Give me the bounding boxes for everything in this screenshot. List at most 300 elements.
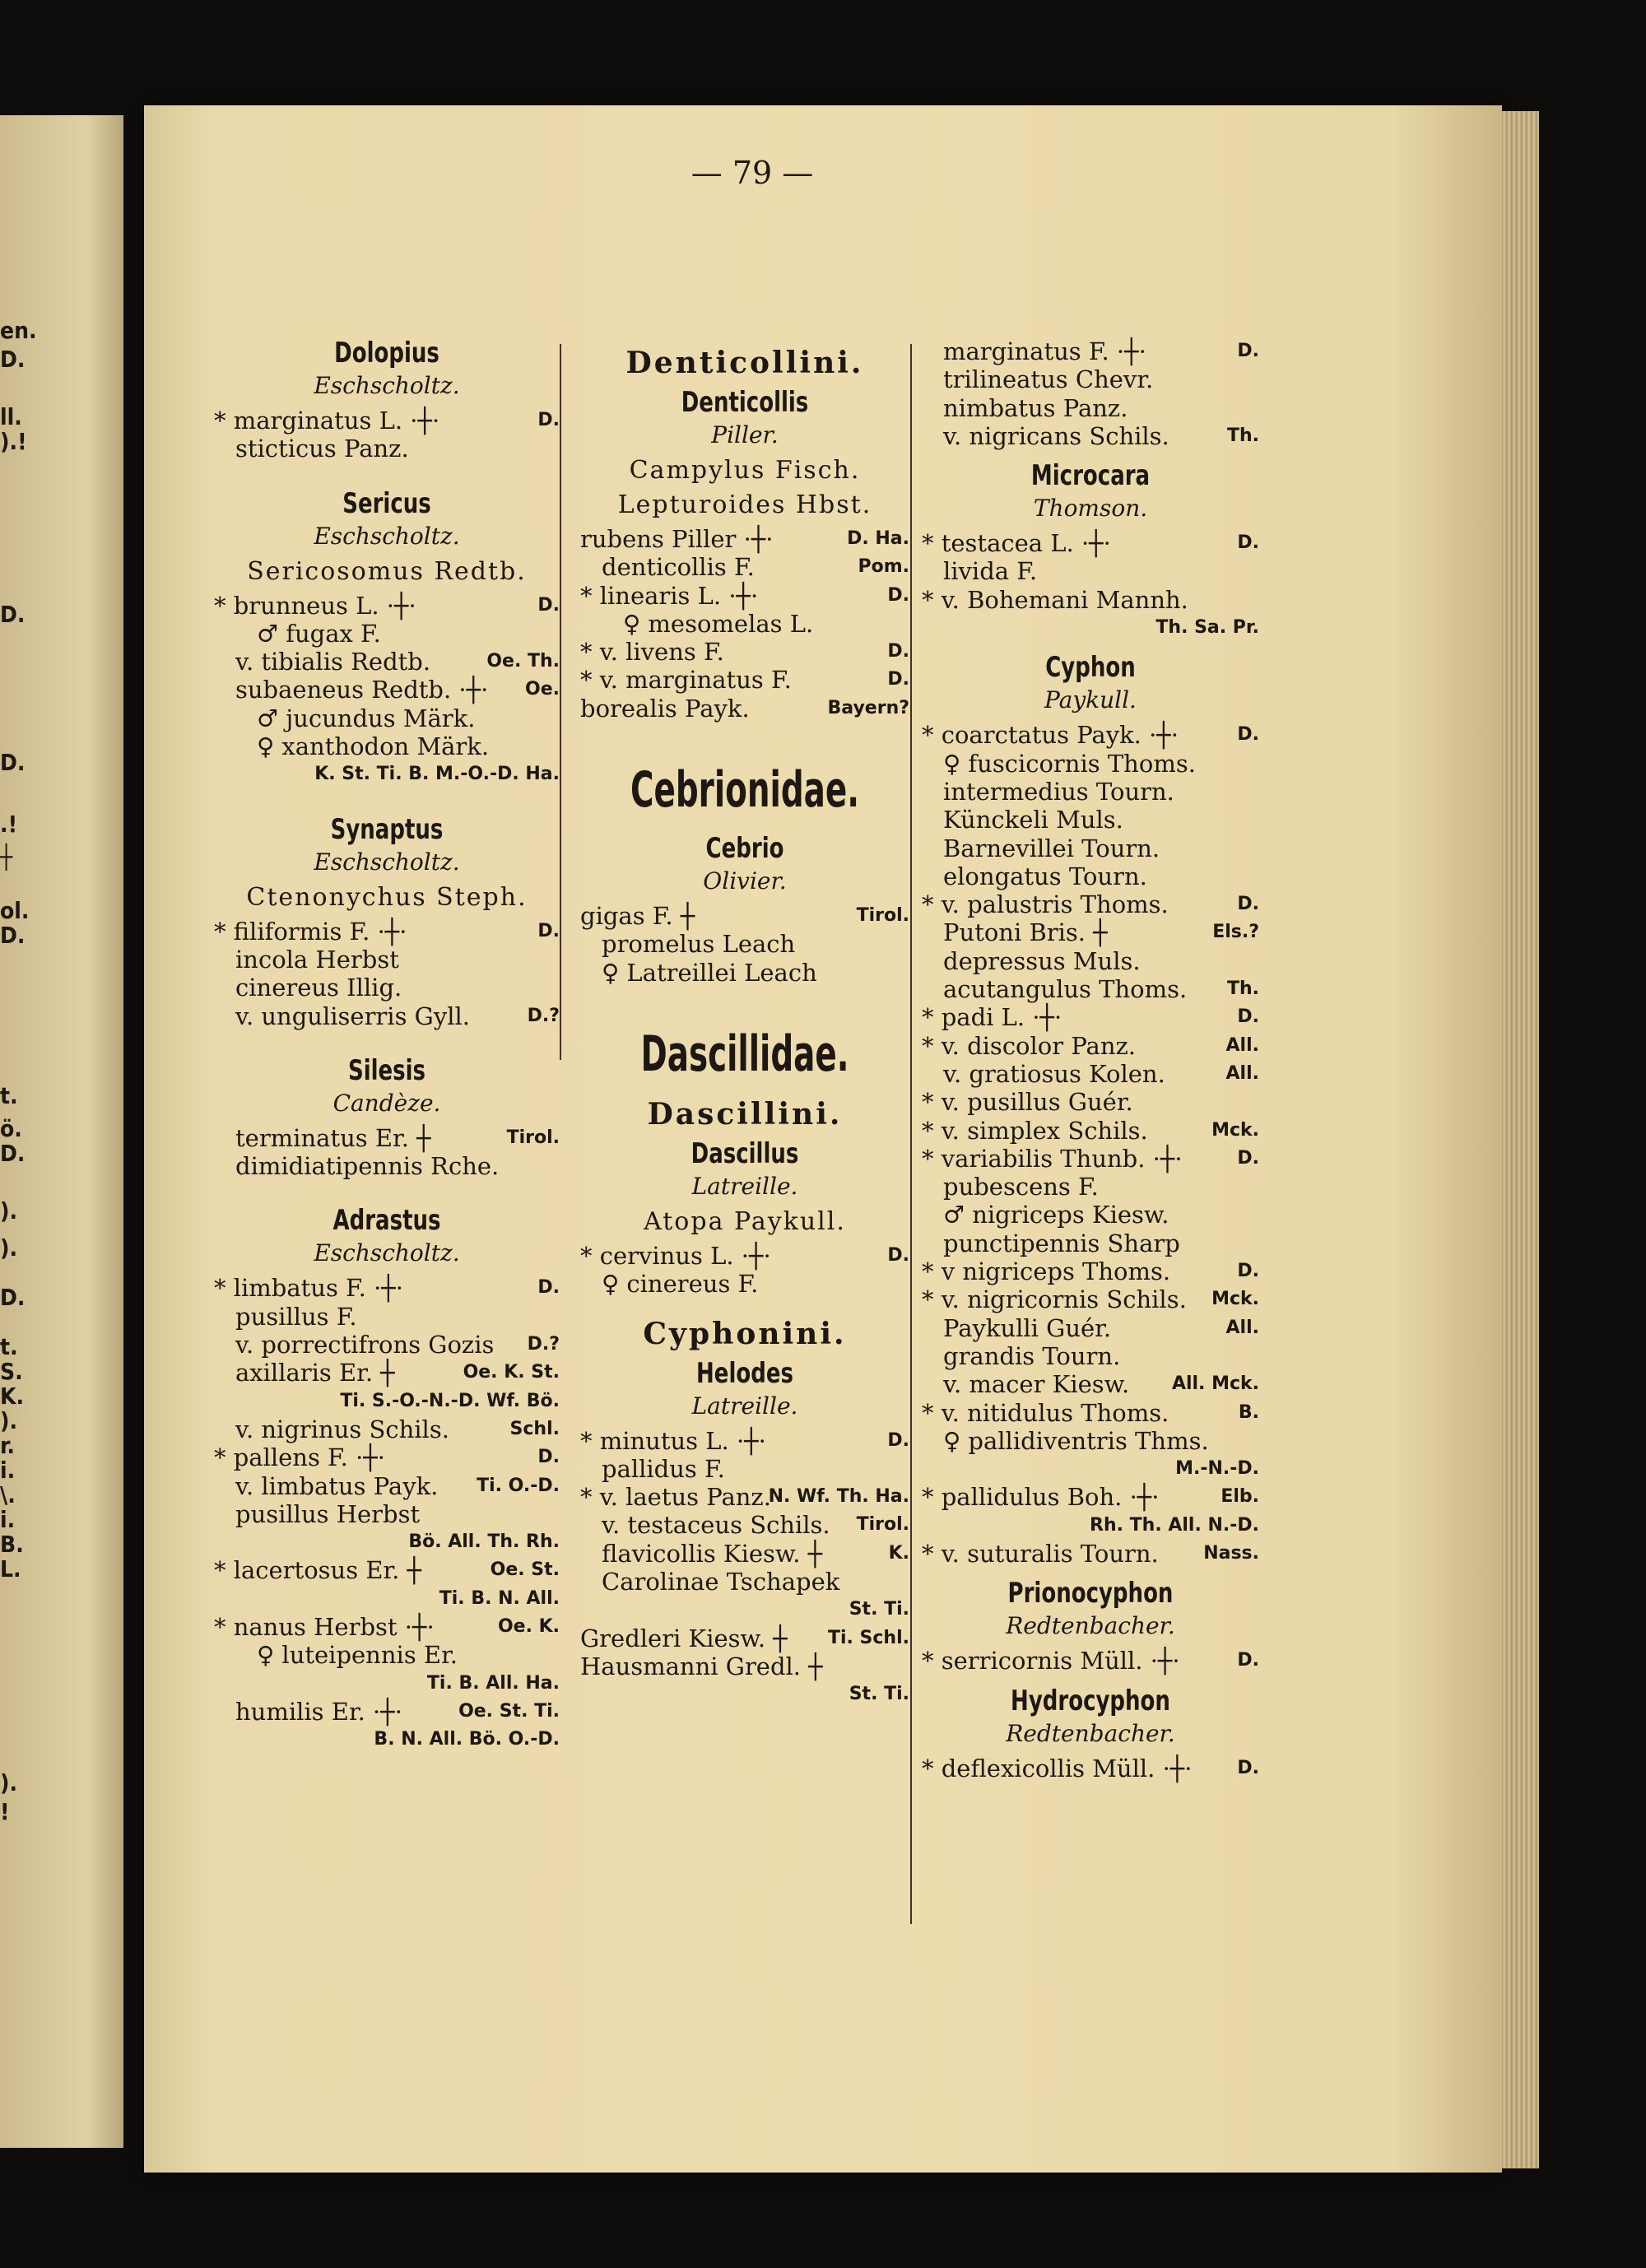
spacer — [214, 1030, 560, 1055]
margin-fragment: D. — [0, 922, 26, 949]
family-heading: Cebrionidae. — [630, 761, 860, 820]
species-entry — [922, 1399, 1259, 1427]
species-name: * v. pusillus Guér. — [922, 1088, 1133, 1117]
author-name: Latreille. — [691, 1392, 798, 1420]
species-name: Barnevillei Tourn. — [943, 834, 1160, 862]
species-name: * nanus Herbst ·┼· — [214, 1613, 435, 1642]
species-name: v. tibialis Redtb. — [235, 648, 431, 676]
author-name: Redtenbacher. — [1006, 1719, 1175, 1747]
species-name: intermedius Tourn. — [943, 777, 1174, 806]
species-entry — [214, 1500, 560, 1528]
species-entry — [214, 1303, 560, 1331]
species-entry — [922, 1540, 1259, 1568]
distribution: Th. — [1226, 978, 1259, 1000]
distribution: D. — [1237, 1006, 1259, 1028]
species-name: * marginatus L. ·┼· — [214, 407, 440, 435]
species-entry — [214, 1670, 560, 1698]
species-name — [214, 1585, 221, 1613]
species-entry — [922, 1060, 1259, 1088]
species-name: acutangulus Thoms. — [943, 975, 1188, 1004]
distribution: D. — [537, 1447, 560, 1468]
page-stack-edge — [1502, 111, 1539, 2168]
distribution: Els.? — [1212, 922, 1259, 943]
spacer — [214, 463, 560, 488]
species-name: * v. livens F. — [580, 638, 724, 667]
spacer — [214, 789, 560, 814]
species-name: Putoni Bris. ┼ — [943, 918, 1108, 947]
species-entry — [214, 760, 560, 788]
species-name: elongatus Tourn. — [943, 862, 1147, 890]
margin-fragment: ll. — [0, 403, 22, 430]
species-entry — [580, 610, 909, 638]
species-name: * deflexicollis Müll. ·┼· — [922, 1754, 1193, 1782]
species-name: * v. marginatus F. — [580, 666, 792, 695]
genus-heading: Microcara — [1030, 459, 1151, 493]
species-entry — [214, 1124, 560, 1152]
species-entry — [922, 1088, 1259, 1116]
distribution: Oe. K. St. — [463, 1362, 560, 1383]
distribution: B. N. All. Bö. O.-D. — [374, 1729, 560, 1750]
margin-fragment: S. — [0, 1358, 23, 1385]
spacer — [580, 987, 909, 1011]
author-name: Eschscholtz. — [314, 1239, 460, 1267]
column-rule-2 — [910, 344, 912, 1924]
margin-fragment: .! — [0, 811, 18, 838]
distribution: N. Wf. Th. Ha. — [768, 1486, 909, 1508]
distribution: D. — [1237, 894, 1259, 915]
distribution: Oe. Th. — [486, 651, 560, 672]
species-entry — [214, 946, 560, 974]
species-entry — [580, 1483, 909, 1511]
species-name — [580, 1680, 588, 1708]
species-entry — [922, 529, 1259, 557]
species-name: ♂ nigriceps Kiesw. — [943, 1201, 1169, 1229]
species-entry — [214, 676, 560, 704]
species-name: * v. suturalis Tourn. — [922, 1539, 1159, 1568]
margin-fragment: ol. — [0, 897, 30, 924]
subgenus-synonym: Lepturoides Hbst. — [617, 490, 872, 519]
species-name: Gredleri Kiesw. ┼ — [580, 1624, 788, 1652]
species-entry — [214, 1641, 560, 1669]
species-entry — [922, 918, 1259, 946]
margin-fragment: ). — [0, 1197, 18, 1225]
genus-heading: Cyphon — [1045, 651, 1136, 685]
species-entry — [922, 975, 1259, 1003]
distribution: Rh. Th. All. N.-D. — [1090, 1514, 1259, 1536]
species-entry — [580, 959, 909, 987]
species-entry — [580, 1596, 909, 1624]
species-name: * v. laetus Panz. — [580, 1483, 771, 1512]
species-name: incola Herbst — [235, 945, 399, 974]
species-name: punctipennis Sharp — [943, 1229, 1180, 1257]
species-entry — [922, 1173, 1259, 1201]
species-entry — [922, 806, 1259, 834]
species-entry — [922, 1032, 1259, 1060]
species-name: ♀ pallidiventris Thms. — [943, 1426, 1209, 1455]
species-name: * v. palustris Thoms. — [922, 890, 1169, 919]
species-name — [214, 760, 221, 788]
species-name: rubens Piller ·┼· — [580, 525, 774, 553]
author-name: Latreille. — [691, 1172, 798, 1200]
species-name: * linearis L. ·┼· — [580, 581, 759, 610]
author-name: Piller. — [711, 421, 779, 448]
species-name: ♀ xanthodon Märk. — [257, 732, 490, 761]
distribution: D. Ha. — [847, 528, 909, 549]
distribution: D. — [887, 1429, 909, 1451]
species-name — [214, 1670, 221, 1698]
species-entry — [214, 1359, 560, 1387]
distribution: D. — [537, 594, 560, 616]
distribution: Ti. B. All. Ha. — [426, 1672, 560, 1694]
species-entry — [214, 1472, 560, 1500]
species-entry — [922, 1285, 1259, 1313]
species-entry — [580, 1624, 909, 1652]
species-name: v. testaceus Schils. — [602, 1511, 830, 1540]
species-entry — [580, 1540, 909, 1568]
distribution: D. — [537, 410, 560, 430]
species-name — [922, 614, 929, 642]
species-name: * cervinus L. ·┼· — [580, 1241, 771, 1270]
spacer — [580, 723, 909, 747]
species-entry — [214, 732, 560, 760]
species-entry — [214, 1528, 560, 1556]
species-entry — [922, 365, 1259, 393]
margin-fragment: r. — [0, 1432, 16, 1459]
species-entry — [922, 1201, 1259, 1229]
distribution: St. Ti. — [849, 1684, 909, 1705]
margin-fragment: D. — [0, 601, 26, 628]
species-name: flavicollis Kiesw. ┼ — [602, 1539, 823, 1568]
margin-fragment: K. — [0, 1383, 25, 1410]
distribution: Ti. Schl. — [827, 1627, 909, 1648]
distribution: D. — [887, 641, 909, 662]
column-3 — [922, 337, 1259, 1782]
distribution: Oe. — [525, 679, 560, 700]
distribution: Oe. K. — [497, 1616, 560, 1638]
species-name: v. macer Kiesw. — [943, 1370, 1130, 1399]
species-entry — [922, 586, 1259, 614]
species-name: marginatus F. ·┼· — [943, 337, 1146, 365]
species-entry — [580, 1242, 909, 1270]
species-name: humilis Er. ·┼· — [235, 1697, 402, 1726]
species-name: ♀ fuscicornis Thoms. — [943, 749, 1196, 778]
distribution: Nass. — [1203, 1542, 1259, 1564]
species-name: pusillus F. — [235, 1302, 357, 1331]
margin-fragment: i. — [0, 1457, 16, 1484]
species-entry — [922, 422, 1259, 450]
species-entry — [922, 834, 1259, 862]
distribution: Mck. — [1211, 1119, 1259, 1141]
distribution: All. — [1225, 1062, 1259, 1084]
page-number: — 79 — — [690, 155, 814, 191]
species-entry — [214, 1387, 560, 1415]
distribution: K. — [888, 1542, 909, 1564]
species-name: depressus Muls. — [943, 946, 1141, 975]
species-entry — [922, 1314, 1259, 1342]
column-rule-1 — [560, 344, 561, 1060]
species-name: v. porrectifrons Gozis — [235, 1331, 495, 1359]
species-entry — [922, 721, 1259, 749]
distribution: B. — [1238, 1401, 1259, 1423]
species-entry — [214, 1331, 560, 1359]
species-entry — [922, 1342, 1259, 1370]
species-entry — [214, 435, 560, 462]
species-entry — [214, 1726, 560, 1754]
author-name: Eschscholtz. — [314, 848, 460, 876]
subgenus-synonym: Atopa Paykull. — [644, 1206, 846, 1236]
species-entry — [922, 1229, 1259, 1257]
species-name: ♂ jucundus Märk. — [257, 704, 476, 732]
margin-fragment: ). — [0, 1234, 18, 1262]
species-name: borealis Payk. — [580, 694, 750, 723]
distribution: Tirol. — [856, 1514, 909, 1536]
distribution: D. — [1237, 341, 1259, 361]
species-name: Hausmanni Gredl. ┼ — [580, 1652, 823, 1680]
species-entry — [580, 902, 909, 930]
author-name: Candèze. — [332, 1089, 441, 1117]
species-name: pallidus F. — [602, 1454, 725, 1483]
margin-fragment: ). — [0, 1407, 18, 1434]
tribe-heading: Denticollini. — [625, 346, 864, 380]
species-name: dimidiatipennis Rche. — [235, 1152, 500, 1181]
margin-fragment: ö. — [0, 1115, 22, 1142]
species-name: * variabilis Thunb. ·┼· — [922, 1144, 1183, 1173]
distribution: Elb. — [1221, 1486, 1259, 1508]
author-name: Olivier. — [703, 867, 787, 895]
species-entry — [922, 1512, 1259, 1540]
genus-heading: Cebrio — [705, 832, 784, 866]
distribution: Ti. B. N. All. — [439, 1587, 560, 1609]
margin-fragment: t. — [0, 1082, 18, 1109]
species-entry — [922, 1145, 1259, 1173]
margin-fragment: en. — [0, 317, 37, 344]
tribe-heading: Dascillini. — [647, 1096, 843, 1132]
species-entry — [580, 1680, 909, 1708]
species-name: pubescens F. — [943, 1173, 1099, 1201]
family-heading: Dascillidae. — [640, 1025, 849, 1083]
author-name: Redtenbacher. — [1006, 1612, 1175, 1640]
species-name: v. gratiosus Kolen. — [943, 1059, 1165, 1088]
species-entry — [922, 1003, 1259, 1031]
distribution: Oe. St. — [490, 1559, 560, 1581]
species-entry — [922, 394, 1259, 422]
species-entry — [214, 1556, 560, 1584]
distribution: Oe. St. Ti. — [458, 1700, 560, 1722]
species-entry — [922, 1427, 1259, 1455]
species-entry — [214, 407, 560, 435]
species-name: v. limbatus Payk. — [235, 1471, 439, 1500]
distribution: D. — [537, 1277, 560, 1299]
genus-heading: Synaptus — [330, 812, 444, 846]
genus-heading: Silesis — [347, 1053, 426, 1087]
species-name: nimbatus Panz. — [943, 393, 1128, 422]
species-name: ♀ cinereus F. — [602, 1270, 759, 1299]
margin-fragment: D. — [0, 1284, 26, 1311]
species-name: ♀ Latreillei Leach — [602, 958, 817, 987]
distribution: D. — [887, 669, 909, 690]
species-entry — [214, 1002, 560, 1030]
species-name — [922, 1455, 929, 1483]
species-entry — [580, 1652, 909, 1680]
distribution: Pom. — [858, 556, 909, 578]
species-name: denticollis F. — [602, 553, 755, 582]
species-name: * coarctatus Payk. ·┼· — [922, 721, 1179, 750]
distribution: Bayern? — [827, 697, 909, 718]
species-name: axillaris Er. ┼ — [235, 1359, 395, 1387]
species-name — [922, 1512, 929, 1540]
species-entry — [922, 557, 1259, 585]
species-name: grandis Tourn. — [943, 1341, 1121, 1370]
species-entry — [922, 1754, 1259, 1782]
distribution: Bö. All. Th. Rh. — [408, 1531, 560, 1553]
species-name: subaeneus Redtb. ·┼· — [235, 676, 489, 704]
species-name: v. nigricans Schils. — [943, 421, 1169, 450]
species-name: promelus Leach — [602, 930, 796, 959]
distribution: D. — [1237, 1261, 1259, 1282]
genus-heading: Sericus — [342, 486, 431, 520]
species-name — [580, 1596, 588, 1624]
distribution: Th. — [1226, 425, 1259, 446]
species-entry — [922, 778, 1259, 806]
margin-fragment: ┼ — [0, 844, 13, 871]
species-entry — [580, 638, 909, 666]
species-entry — [214, 620, 560, 648]
species-name: * v. Bohemani Mannh. — [922, 585, 1188, 614]
species-entry — [580, 1427, 909, 1455]
genus-heading: Dolopius — [334, 337, 439, 369]
species-entry — [922, 1117, 1259, 1145]
species-entry — [922, 947, 1259, 975]
margin-fragment: ). — [0, 1769, 18, 1796]
distribution: D. — [537, 920, 560, 941]
distribution: D. — [1237, 724, 1259, 746]
distribution: Th. Sa. Pr. — [1155, 617, 1259, 639]
margin-fragment: B. — [0, 1531, 24, 1558]
distribution: D. — [1237, 1147, 1259, 1169]
genus-heading: Denticollis — [681, 386, 809, 419]
species-name: * v. nigricornis Schils. — [922, 1285, 1187, 1314]
margin-fragment: D. — [0, 1140, 26, 1167]
species-name: sticticus Panz. — [235, 435, 409, 463]
distribution: K. St. Ti. B. M.-O.-D. Ha. — [314, 764, 560, 785]
species-entry — [214, 1443, 560, 1471]
species-name: v. unguliserris Gyll. — [235, 1002, 470, 1030]
species-entry — [580, 1455, 909, 1483]
species-entry — [214, 704, 560, 732]
species-name — [214, 1387, 221, 1415]
tribe-heading: Cyphonini. — [643, 1316, 847, 1351]
species-name: Paykulli Guér. — [943, 1313, 1112, 1342]
subgenus-synonym: Ctenonychus Steph. — [246, 882, 528, 912]
species-entry — [580, 1568, 909, 1596]
species-name — [214, 1528, 221, 1556]
species-entry — [214, 1698, 560, 1726]
species-entry — [922, 1483, 1259, 1511]
species-entry — [214, 648, 560, 676]
species-entry — [922, 890, 1259, 918]
species-entry — [214, 592, 560, 620]
species-name: ♀ luteipennis Er. — [257, 1641, 458, 1670]
margin-fragment: t. — [0, 1333, 18, 1360]
species-name: trilineatus Chevr. — [943, 365, 1154, 394]
species-name: * v nigriceps Thoms. — [922, 1257, 1171, 1286]
species-name: * serricornis Müll. ·┼· — [922, 1647, 1180, 1675]
previous-page-edge — [0, 115, 123, 2148]
column-1 — [214, 337, 560, 1754]
species-entry — [214, 1274, 560, 1302]
distribution: Tirol. — [856, 905, 909, 927]
margin-fragment: D. — [0, 346, 26, 373]
distribution: All. — [1225, 1034, 1259, 1056]
species-entry — [214, 1613, 560, 1641]
distribution: M.-N.-D. — [1175, 1458, 1259, 1480]
spacer — [580, 1299, 909, 1308]
species-entry — [580, 695, 909, 723]
species-name: * lacertosus Er. ┼ — [214, 1556, 422, 1585]
species-name: ♀ mesomelas L. — [623, 609, 814, 638]
species-entry — [922, 862, 1259, 890]
species-entry — [580, 525, 909, 553]
margin-fragment: \. — [0, 1481, 16, 1508]
distribution: D. — [887, 1244, 909, 1266]
species-entry — [922, 1647, 1259, 1675]
species-entry — [922, 614, 1259, 642]
species-name: v. nigrinus Schils. — [235, 1415, 449, 1443]
species-name: * v. nitidulus Thoms. — [922, 1398, 1169, 1427]
species-name — [214, 1726, 221, 1754]
species-name: gigas F. ┼ — [580, 902, 695, 931]
species-entry — [580, 582, 909, 610]
distribution: D. — [1237, 1757, 1259, 1778]
species-entry — [922, 750, 1259, 778]
distribution: D. — [887, 584, 909, 606]
distribution: D. — [1237, 532, 1259, 554]
author-name: Paykull. — [1044, 686, 1137, 714]
genus-heading: Helodes — [696, 1356, 793, 1390]
margin-fragment: L. — [0, 1555, 21, 1582]
distribution: St. Ti. — [849, 1599, 909, 1620]
genus-heading: Prionocyphon — [1007, 1577, 1174, 1610]
species-entry — [922, 1455, 1259, 1483]
species-name: * limbatus F. ·┼· — [214, 1274, 403, 1303]
species-entry — [214, 974, 560, 1002]
margin-fragment: ! — [0, 1798, 10, 1825]
distribution: Ti. O.-D. — [477, 1475, 560, 1496]
species-name: terminatus Er. ┼ — [235, 1123, 431, 1152]
species-name: * brunneus L. ·┼· — [214, 591, 416, 620]
genus-heading: Hydrocyphon — [1011, 1684, 1170, 1717]
species-entry — [580, 930, 909, 958]
subgenus-synonym: Campylus Fisch. — [629, 456, 861, 485]
margin-fragment: ).! — [0, 428, 27, 455]
distribution: All. — [1225, 1317, 1259, 1338]
species-entry — [580, 553, 909, 581]
distribution: Mck. — [1211, 1289, 1259, 1310]
subgenus-synonym: Sericosomus Redtb. — [247, 556, 527, 586]
species-entry — [580, 1270, 909, 1298]
species-name: pusillus Herbst — [235, 1499, 421, 1528]
column-2 — [580, 337, 909, 1709]
genus-heading: Adrastus — [332, 1204, 441, 1238]
species-name: * padi L. ·┼· — [922, 1003, 1062, 1032]
distribution: Ti. S.-O.-N.-D. Wf. Bö. — [340, 1390, 560, 1411]
distribution: D. — [1237, 1650, 1259, 1671]
species-name: livida F. — [943, 557, 1038, 586]
distribution: D.? — [527, 1334, 560, 1355]
species-name: * v. simplex Schils. — [922, 1116, 1148, 1145]
species-entry — [922, 1257, 1259, 1285]
author-name: Eschscholtz. — [314, 522, 460, 550]
